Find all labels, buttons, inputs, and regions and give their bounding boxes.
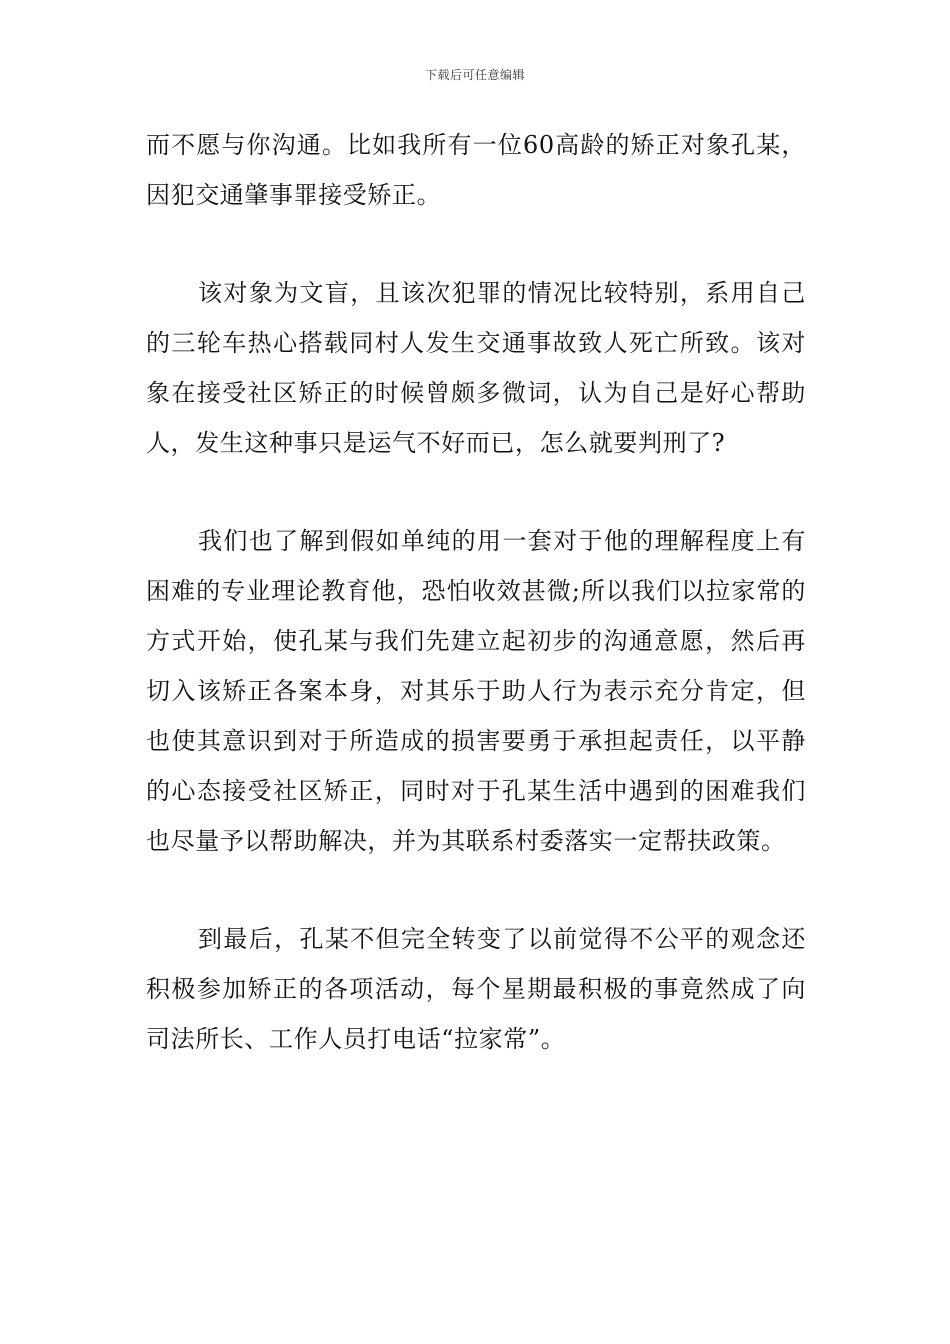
paragraph-4: 到最后，孔某不但完全转变了以前觉得不公平的观念还积极参加矫正的各项活动，每个星期最积极的事竟然成了向司法所长、工作人员打电话“拉家常”。 bbox=[146, 925, 806, 1053]
paragraph-2: 该对象为文盲，且该次犯罪的情况比较特别，系用自己的三轮车热心搭载同村人发生交通事故致人死亡所致。该对象在接受社区矫正的时候曾颇多微词，认为自己是好心帮助人，发生这种事只是运气不好而已，怎么就要判刑了? bbox=[146, 279, 806, 457]
header-note: 下载后可任意编辑 bbox=[424, 68, 525, 82]
paragraph-3: 我们也了解到假如单纯的用一套对于他的理解程度上有困难的专业理论教育他，恐怕收效甚微;所以我们以拉家常的方式开始，使孔某与我们先建立起初步的沟通意愿，然后再切入该矫正各案本身，对其乐于助人行为表示充分肯定，但也使其意识到对于所造成的损害要勇于承担起责任，以平静的心态接受社区矫正，同时对于孔某生活中遇到的困难我们也尽量予以帮助解决，并为其联系村委落实一定帮扶政策。 bbox=[146, 527, 806, 855]
document-body bbox=[146, 120, 806, 1064]
paragraph-1: 而不愿与你沟通。比如我所有一位60高龄的矫正对象孔某，因犯交通肇事罪接受矫正。 bbox=[146, 131, 806, 209]
